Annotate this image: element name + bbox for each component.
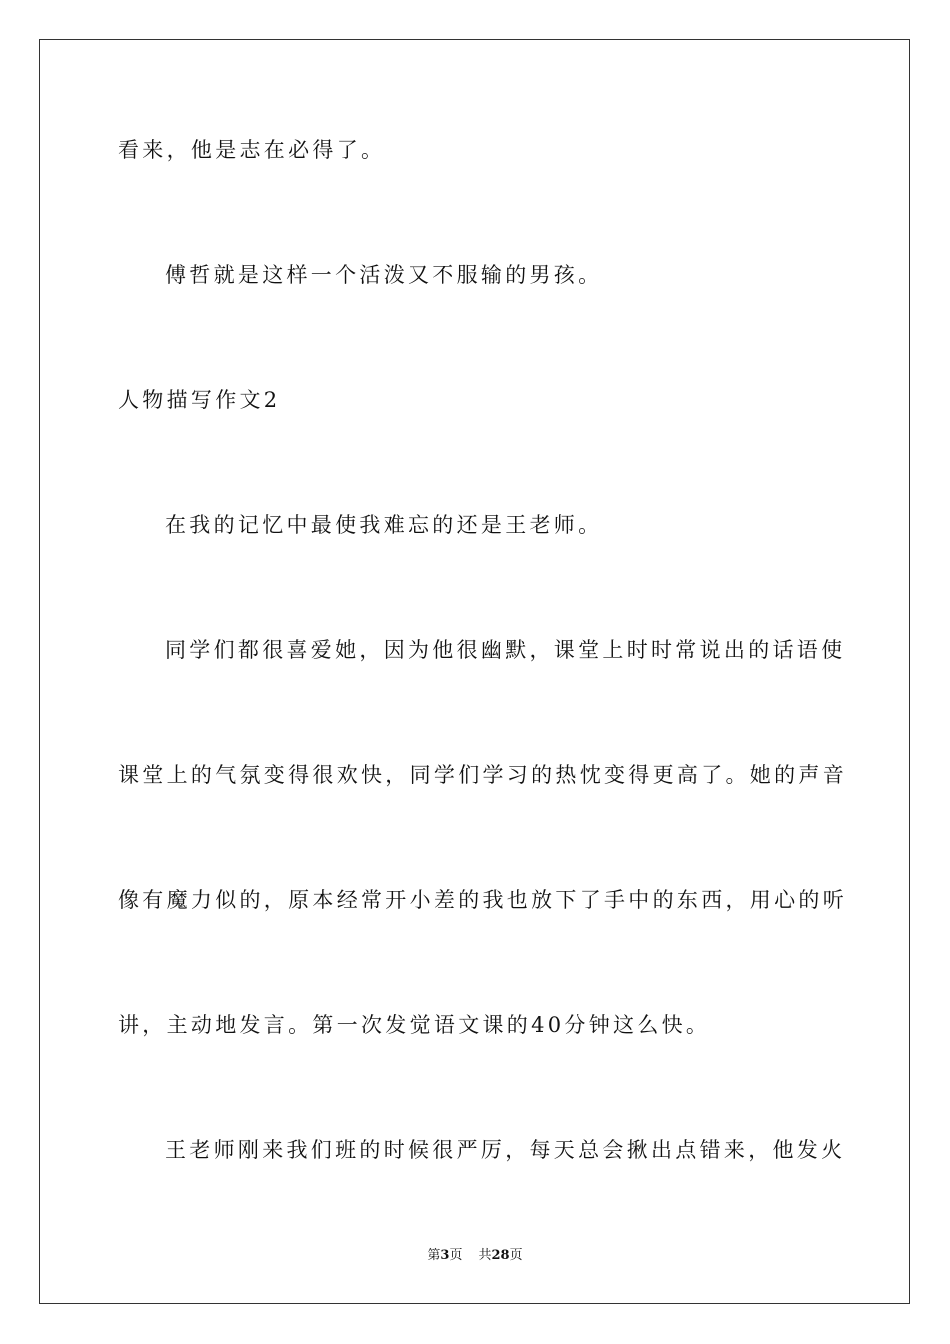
page-frame — [39, 39, 910, 1304]
footer-page-number: 3 — [440, 1248, 450, 1263]
section-heading: 人物描写作文2 — [118, 388, 281, 412]
footer-total-pages: 28 — [491, 1248, 510, 1263]
text-line: 看来，他是志在必得了。 — [118, 138, 386, 162]
paragraph-line: 傅哲就是这样一个活泼又不服输的男孩。 — [165, 263, 603, 287]
text-line: 课堂上的气氛变得很欢快，同学们学习的热忱变得更高了。她的声音 — [118, 763, 847, 787]
paragraph-line: 同学们都很喜爱她，因为他很幽默，课堂上时时常说出的话语使 — [165, 638, 846, 662]
page-footer — [0, 1247, 950, 1265]
footer-total-suffix: 页 — [509, 1248, 523, 1263]
footer-page-suffix: 页 — [449, 1248, 463, 1263]
paragraph-line: 在我的记忆中最使我难忘的还是王老师。 — [165, 513, 603, 537]
text-line: 讲，主动地发言。第一次发觉语文课的40分钟这么快。 — [118, 1013, 711, 1037]
paragraph-line: 王老师刚来我们班的时候很严厉，每天总会揪出点错来，他发火 — [165, 1138, 846, 1162]
footer-total-prefix: 共 — [478, 1248, 492, 1263]
text-line: 像有魔力似的，原本经常开小差的我也放下了手中的东西，用心的听 — [118, 888, 847, 912]
footer-page-prefix: 第 — [427, 1248, 441, 1263]
